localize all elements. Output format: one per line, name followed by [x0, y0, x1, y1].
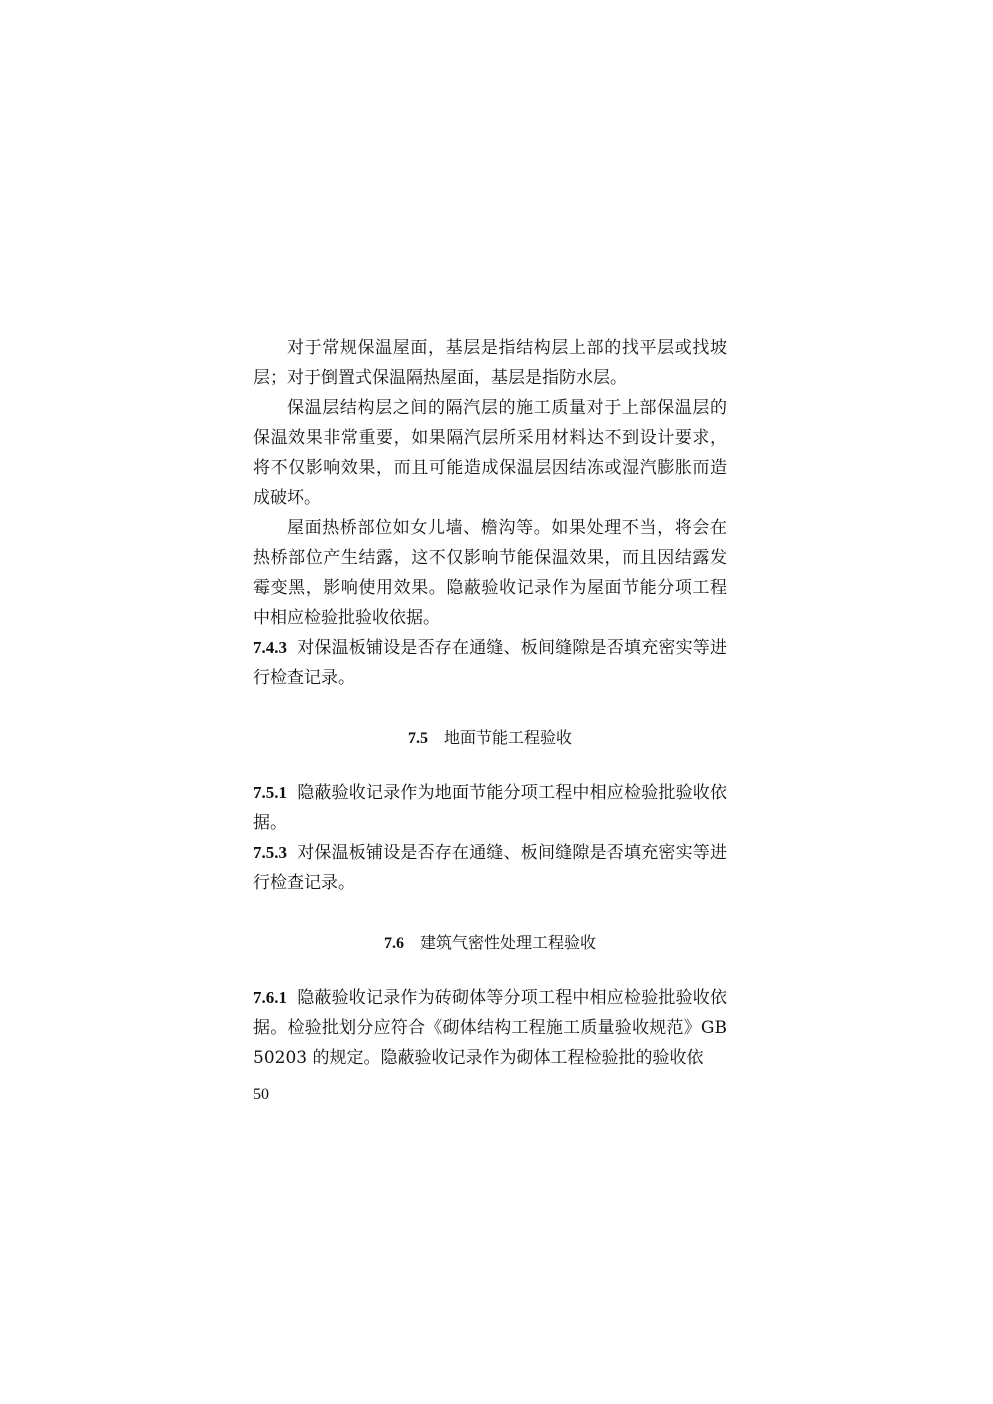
section-number: 7.5 [407, 730, 428, 747]
clause-7-5-3 [253, 838, 727, 898]
clause-number: 7.4.3 [253, 638, 287, 657]
clause-7-6-1 [253, 983, 727, 1073]
section-title: 地面节能工程验收 [443, 728, 572, 747]
clause-text: 隐蔽验收记录作为砖砌体等分项工程中相应检验批验收依据。检验批划分应符合《砌体结构工程施工质量验收规范》GB 50203 的规定。隐蔽验收记录作为砌体工程检验批的验收依 [253, 988, 727, 1068]
clause-text: 隐蔽验收记录作为地面节能分项工程中相应检验批验收依据。 [253, 783, 727, 833]
section-title: 建筑气密性处理工程验收 [419, 933, 596, 952]
page-body [253, 333, 727, 1073]
paragraph-vapor-barrier: 保温层结构层之间的隔汽层的施工质量对于上部保温层的保温效果非常重要，如果隔汽层所采用材料达不到设计要求，将不仅影响效果，而且可能造成保温层因结冻或湿汽膨胀而造成破坏。 [253, 398, 727, 508]
clause-number: 7.5.1 [253, 783, 287, 802]
section-heading-7-5 [253, 723, 727, 754]
clause-number: 7.6.1 [253, 988, 287, 1007]
clause-7-5-1 [253, 778, 727, 838]
clause-number: 7.5.3 [253, 843, 287, 862]
paragraph-thermal-bridge: 屋面热桥部位如女儿墙、檐沟等。如果处理不当，将会在热桥部位产生结露，这不仅影响节能保温效果，而且因结露发霉变黑，影响使用效果。隐蔽验收记录作为屋面节能分项工程中相应检验批验收依据。 [253, 518, 727, 628]
clause-7-4-3 [253, 633, 727, 693]
section-heading-7-6 [253, 928, 727, 959]
clause-text: 对保温板铺设是否存在通缝、板间缝隙是否填充密实等进行检查记录。 [253, 638, 727, 688]
section-number: 7.6 [383, 935, 404, 952]
clause-text: 对保温板铺设是否存在通缝、板间缝隙是否填充密实等进行检查记录。 [253, 843, 727, 893]
paragraph-base-layer: 对于常规保温屋面，基层是指结构层上部的找平层或找坡层；对于倒置式保温隔热屋面，基层是指防水层。 [253, 338, 727, 388]
page-number: 50 [253, 1086, 269, 1103]
